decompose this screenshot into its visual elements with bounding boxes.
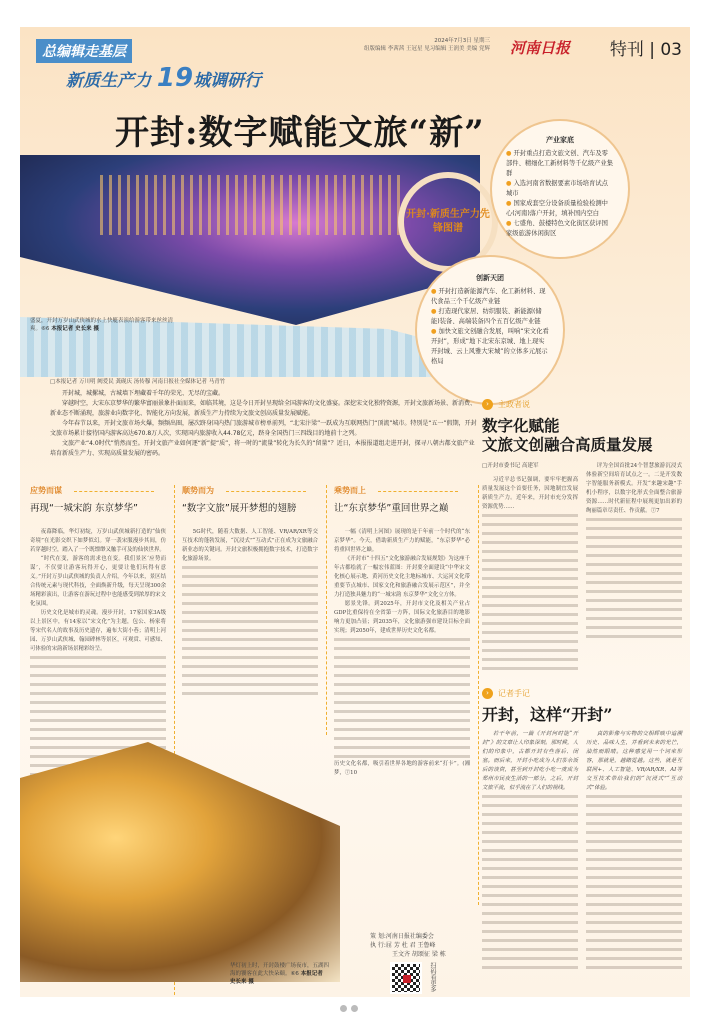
lead-paragraph: 开封城，城摞城，古城墙下埋藏着千年的荣光、无尽的宝藏。 <box>62 390 225 397</box>
lead-paragraph: 文旅产业“4.0时代”悄然而至。开封文旅产业如何逐“新”提“质”，将一时的“流量”转化为长久的“留量”？近日，本报报道组走进开封，探寻八朝古都文旅产业培育新质生产力、实现高质量发展的密码。 <box>50 440 475 457</box>
industry-circle: 产业家底 ● 开封重点打造文旅文创、汽车及零部件、精细化工新材料等千亿级产业集群 ● 入选河南省数据要素市场培育试点城市 ● 国家成套空分设备质量检验检测中心(河南)落户开封，填补国内空白 ● 七盛角、鼓楼特色文化街区获评国家级旅游休闲街区 <box>490 119 630 259</box>
chevron-right-icon: › <box>482 688 493 699</box>
qr-code[interactable] <box>390 962 422 994</box>
column-kicker: 乘势而上 <box>334 485 470 496</box>
column-body: 夜幕降临，华灯初绽，万岁山武侠城新打造的“仙侠奇境”在光影交织下如梦似幻。穿一袭宋服漫步其间，仿若穿越时空，踏入了一个既缥缈又触手可及的仙侠世界。 “时代在变，游客的需求也在变。我们景区‘应势而谋’，不仅要让游客玩得开心，更要让他们玩得有意义。”开封万岁山武侠城的负责人介绍，今年以来，景区结合传统元素与现代科技，全面焕新升级，每天呈现300余场精彩演出，让游客在游玩过程中也能感受到浓厚的宋文化氛围。 历史文化是城市的灵魂。漫步开封，17家国家3A级以上景区中，有14家以“宋文化”为主题，包公、杨家将等宋代名人的故事及历史遗存，遍布大街小巷；清明上河园、万岁山武侠城、翰园碑林等景区，可观赏、可感知、可体验的宋韵新场景精彩纷呈。 <box>30 529 166 652</box>
credits: 策 划:河南日报社编委会 执 行:屈 芳 杜 君 王鲁峰 王文齐 胡颂征 梁 栋 <box>370 933 446 958</box>
bullet-icon: ● <box>506 150 514 157</box>
lead-paragraph: 今年春节以来，开封文旅市场火爆，频频出圈，屡次跻身国内热门旅游城市榜单前列，“北宋汴梁”一跃成为互联网热门“顶流”城市。特别是“五一”假期，开封文旅市场累计接待国内游客高达670.8万人次，实现国内旅游收入44.78亿元，跻身全国热门三四线目的地前十之列。 <box>50 420 477 437</box>
article-column: 乘势而上 让“东京梦华”重回世界之巅 一幅《清明上河图》展现的是千年前一个时代的“东京梦华”。今天，借助新质生产力的赋能，“东京梦华”必将重回世界之巅。 《开封市“十四五”文化旅游融合发展规划》为这座千年古都绘就了一幅宏伟蓝图：开封要全面建设“中华宋文化核心展示地、黄河历史文化主地标城市、大运河文化带重要节点城市、国家文化和旅游融合发展示范区”，并全力打造独具魅力的“一城宋韵 东京梦华”文化立方体。 愿景先锋。到2025年，开封市文化及相关产业占GDP比重保持在全省第一方阵，国际文化旅游目的地影响力更加凸显；到2035年，文化旅游强市建设目标全面实现；到2050年，建成世界历史文化名都。 历史文化名都，吸引着世界各地的游客前来“打卡”。(湘梦，⑦10 <box>334 485 479 905</box>
tag-reporter-notes: › 记者手记 <box>482 688 682 699</box>
infographic-hub: 开封·新质生产力先锋图谱 <box>398 172 498 272</box>
article-column <box>182 485 327 735</box>
drum-tower-photo <box>20 742 340 982</box>
infographic-item: ● 七盛角、鼓楼特色文化街区获评国家级旅游休闲街区 <box>506 220 608 237</box>
paper-logo: 河南日报 <box>509 39 570 57</box>
infographic-item: ● 加快文旅文创融合发展，叫响“宋文化看开封”，形成“地下北宋东京城、地上现实开封城、云上风雅大宋城”的立体多元展示格局 <box>431 328 549 365</box>
column-title: “数字文旅”展开梦想的翅膀 <box>182 503 297 514</box>
series-banner: 新质生产力 19城调研行 <box>66 63 262 93</box>
qr-label: 扫码看更多 <box>429 962 436 992</box>
infographic-item: ● 打造现代家居、纺织服装、新能源(储能)装备、高端装备四个五百亿级产业链 <box>431 308 542 325</box>
page-indicator[interactable] <box>340 1005 358 1012</box>
text-lines <box>334 638 470 758</box>
innovation-circle: 创新天团 ● 开封打造新能源汽车、化工新材料、现代食品三个千亿级产业链 ● 打造现代家居、纺织服装、新能源(储能)装备、高端装备四个五百亿级产业链 ● 加快文旅文创融合发展，叫响“宋文化看开封”，形成“地下北宋东京城、地上现实开封城、云上风雅大宋城”的立体多元展示格局 <box>415 255 565 405</box>
photo-caption: 盛夏，开封万岁山武侠城的水上快艇表演给游客带来丝丝清爽。⑥6 本报记者 史长来 摄 <box>30 318 174 332</box>
right-column: › 主政者说 数字化赋能 文旅文创融合高质量发展 □开封市委书记 高建军 习近平总书记强调，要牢牢把握高质量发展这个首要任务，因地制宜发展新质生产力。近年来，开封市充分发挥资源优势…… 评为全国首批24个智慧旅游沉浸式体验新空间培育试点之一。二是开发数字智能服务新模式。开发“来趣宋趣”手机小程序，以数字化形式全面整合旅游资源……时代新征程中展现更加出彩的绚丽篇章尽责任、作贡献。⑦7 › 记者手记 开封，这样“开封” 若干年前，一篇《开封何时能“开封”》的文章让人印象深刻。那时候，人们的印象中，古都开封有些落后、闭塞。而后来，开封小吃成为人们茶余饭后的谈资，甚至到开封吃小吃一度成为郑州市民夜生活的一部分。之后，开封文旅平流，似乎流在了人们的视线。 真的影像与实物的交相辉映中追溯历史、品味人生，并看到未来的光芒，油然而眼晴。这种感觉用一个词来形容，那就是，越睹霓越。这些，就是互联网+、人工智能、VR/AR/XR、AI等交互技术带给我们的“沉浸式”“互动式”体验。 <box>482 399 682 970</box>
column-title: 再现“一城宋韵 东京梦华” <box>30 503 138 514</box>
tag-officials-say: › 主政者说 <box>482 399 682 410</box>
column-title: 让“东京梦华”重回世界之巅 <box>334 503 449 514</box>
infographic-item: ● 开封打造新能源汽车、化工新材料、现代食品三个千亿级产业链 <box>431 288 546 305</box>
column-banner: 总编辑走基层 <box>36 39 132 63</box>
column-body: 5G时代，随着大数据、人工智能、VR/AR/XR等交互技术的蓬勃发展，“沉浸式”“互动式”正在成为文旅融合新业态的关键词。开封文旅积极拥抱数字技术，打造数字化旅游场景。 <box>182 529 318 562</box>
article-headline: 数字化赋能 文旅文创融合高质量发展 <box>482 416 653 454</box>
lead-paragraph: 穿越时空，大宋东京梦华的繁华富丽景象扑面而来，如临其境，这是今日开封呈现给全国游客的文化盛宴。深挖宋文化独特资源，开封文旅新场景、新消费、新业态不断涌现，旅游业向数字化、智能化方向发展，新质生产力持续为文旅文创高质量发展赋能。 <box>50 400 477 417</box>
bullet-icon: ● <box>506 200 514 207</box>
bullet-icon: ● <box>431 288 439 295</box>
column-body: 一幅《清明上河图》展现的是千年前一个时代的“东京梦华”。今天，借助新质生产力的赋能，“东京梦华”必将重回世界之巅。 《开封市“十四五”文化旅游融合发展规划》为这座千年古都绘就了一幅宏伟蓝图：开封要全面建设“中华宋文化核心展示地、黄河历史文化主地标城市、大运河文化带重要节点城市、国家文化和旅游融合发展示范区”，并全力打造独具魅力的“一城宋韵 东京梦华”文化立方体。 愿景先锋。到2025年，开封市文化及相关产业占GDP比重保持在全省第一方阵，国际文化旅游目的地影响力更加凸显；到2035年，文化旅游强市建设目标全面实现；到2050年，建成世界历史文化名都。 <box>334 529 470 634</box>
bullet-icon: ● <box>506 220 514 227</box>
column-kicker: 应势而谋 <box>30 485 166 496</box>
notes-headline: 开封，这样“开封” <box>482 705 613 724</box>
tower-caption: 华灯初上时，开封鼓楼广场夜市，五湖四海的饕客在此大快朵颐。⑥6 本报记者 史长来 摄 <box>230 963 330 985</box>
bullet-icon: ● <box>506 180 514 187</box>
newspaper-page <box>20 27 690 997</box>
infographic-item: ● 开封重点打造文旅文创、汽车及零部件、精细化工新材料等千亿级产业集群 <box>506 150 614 177</box>
page-headline: 开封:数字赋能文旅“新” <box>115 113 485 153</box>
issue-meta: 2024年7月3日 星期三 组版编辑 李茜茜 王冠星 见习编辑 王润美 美编 党辉 <box>364 38 490 52</box>
bullet-icon: ● <box>431 308 439 315</box>
bullet-icon: ● <box>431 328 439 335</box>
infographic-item: ● 国家成套空分设备质量检验检测中心(河南)落户开封，填补国内空白 <box>506 200 608 217</box>
column-kicker: 顺势而为 <box>182 485 318 496</box>
text-lines <box>182 566 318 696</box>
chevron-right-icon: › <box>482 399 493 410</box>
infographic-item: ● 入选河南省数据要素市场培育试点城市 <box>506 180 608 197</box>
section-page-number: 特刊 | 03 <box>609 40 682 60</box>
lead-text <box>50 389 480 459</box>
byline: □本报记者 万川明 阙爱民 龚砚庆 汤传穆 河南日报社全媒体记者 马青竹 <box>50 379 226 385</box>
